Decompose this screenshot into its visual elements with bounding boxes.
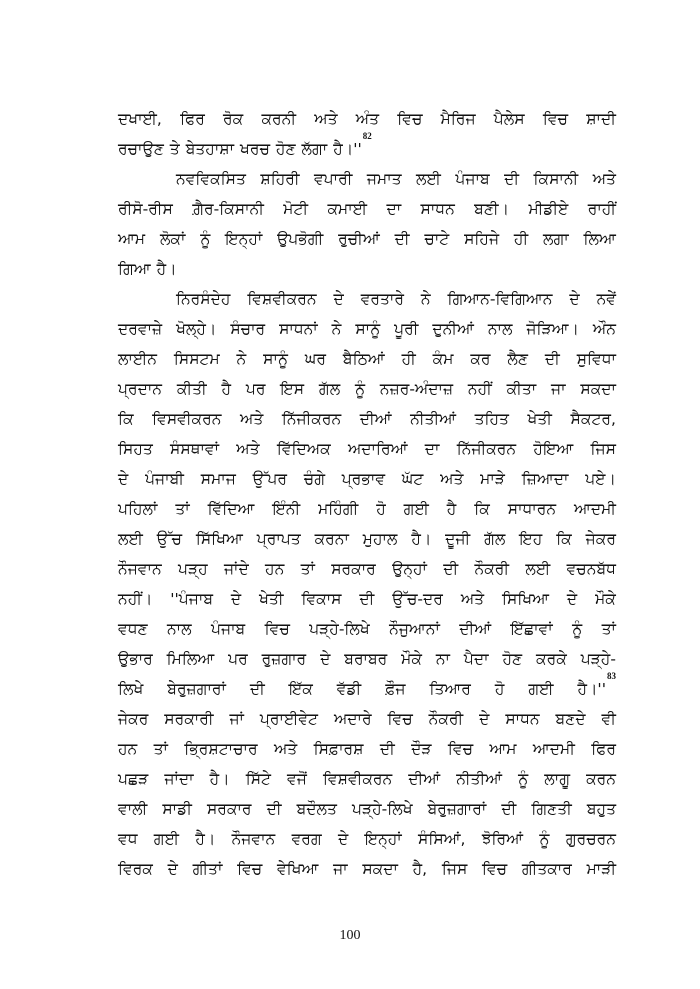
word: ਰੋਕ xyxy=(223,110,244,128)
text-line xyxy=(118,614,616,644)
word: ਹੋਇਆ xyxy=(533,440,574,458)
word: ਹੋਣ xyxy=(275,140,296,158)
word: ਹੈ xyxy=(221,380,232,398)
word: ਹੈ।''$^{83}$ xyxy=(577,671,616,698)
word: ਦੌੜ xyxy=(411,740,432,758)
word: ਉਨ੍ਹਾਂ xyxy=(392,560,427,578)
word: ਦੇ xyxy=(479,710,490,728)
word: ਕਰਨਾ xyxy=(314,530,349,548)
word: ਇਸ xyxy=(280,380,305,398)
word: ਤਹਿਤ xyxy=(474,410,509,428)
text-line xyxy=(118,554,616,584)
text-line xyxy=(118,131,616,164)
word: ਲਾਗੂ xyxy=(544,770,570,788)
word: ਦੀ xyxy=(443,560,459,578)
word: ਖੋਲ੍ਹੇ। xyxy=(176,320,217,338)
word: ਇੱਕ xyxy=(288,680,313,698)
word: ਸਰਕਾਰ xyxy=(206,800,252,818)
word: ਵਿਚ xyxy=(447,740,474,758)
word: ਨੌਜਵਾਨ xyxy=(231,830,276,848)
word: ਉੱਚ xyxy=(156,530,182,548)
body-text xyxy=(118,104,616,884)
word: ਚੰਗੇ xyxy=(303,470,325,488)
word: ਮੌਕੇ xyxy=(595,590,616,608)
paragraph xyxy=(118,104,616,164)
word: ਜੋੜਿਆ। xyxy=(526,320,579,338)
text-line xyxy=(118,764,616,794)
text-line xyxy=(118,584,616,614)
word: ਦੀਆਂ xyxy=(408,770,441,788)
word: ਅਤੇ xyxy=(460,590,485,608)
text-line xyxy=(118,194,616,224)
word: ਉਪਭੋਗੀ xyxy=(277,230,324,248)
word: ਨਹੀਂ xyxy=(467,380,492,398)
text-line xyxy=(118,224,616,254)
word: ਜਾਂਦੇ xyxy=(223,560,249,578)
word: ਦੀਆਂ xyxy=(459,620,492,638)
footnote-marker: 83 xyxy=(606,671,616,681)
word: ਵਿੱਦਿਆ xyxy=(207,500,255,518)
word: ਵਿਸਵੀਕਰਨ xyxy=(152,410,222,428)
word: ਹੋਣ xyxy=(502,650,523,668)
word: ਸਕਦਾ xyxy=(580,380,616,398)
word: ਭ੍ਰਿਸ਼ਟਾਚਾਰ xyxy=(184,740,258,758)
word: ਦੀ xyxy=(544,350,560,368)
word: ਸੰਚਾਰ xyxy=(230,320,266,338)
word: ਹੀ xyxy=(513,230,529,248)
word: ਕਰ xyxy=(470,350,491,368)
word: ਬੇਰੁਜ਼ਗਾਰਾਂ xyxy=(427,800,487,818)
word: ਮੁਹਾਲ xyxy=(362,530,398,548)
word: ਵਧਣ xyxy=(118,620,148,638)
word: ਜਾਂਦਾ xyxy=(164,770,194,788)
word: ਇਨ੍ਹਾਂ xyxy=(364,830,402,848)
word: ਨੂੰ xyxy=(355,380,366,398)
word: ਜ਼ਿਆਦਾ xyxy=(521,470,569,488)
word: ਸਕਦਾ xyxy=(362,860,398,878)
word: ਗਈ xyxy=(528,680,554,698)
word: ਹੈ xyxy=(446,500,457,518)
word: ਤਾਂ xyxy=(300,560,315,578)
word: ਗਈ xyxy=(403,500,429,518)
word: ਕਰਨ xyxy=(586,770,616,788)
word: ਅਦਾਰਿਆਂ xyxy=(347,440,408,458)
text-line xyxy=(118,524,616,554)
word: ਅਤੇ xyxy=(273,740,298,758)
word: ਵਚਨਬੱਧ xyxy=(566,560,616,578)
word: ਗੱਲ xyxy=(484,530,506,548)
word: ਦੇ xyxy=(569,290,580,308)
word: ਬੇਰੁਜ਼ਗਾਰਾਂ xyxy=(167,680,226,698)
word: ਦੀ xyxy=(266,800,282,818)
text-line xyxy=(118,104,616,134)
word: ਲਈ xyxy=(525,560,551,578)
word: ਗੱਲ xyxy=(318,380,341,398)
text-line xyxy=(118,671,616,704)
word: ਸਿੱਖਿਆ xyxy=(195,530,243,548)
word: ਮਾੜੇ xyxy=(480,470,505,488)
text-line xyxy=(118,344,616,374)
word: ਸਾਧਨ xyxy=(420,200,455,218)
word: ਚਾਟੇ xyxy=(424,230,450,248)
word: ਹੋ xyxy=(494,680,505,698)
word: ਨਿੱਜੀਕਰਨ xyxy=(281,410,342,428)
word: ਬਦੌਲਤ xyxy=(296,800,337,818)
word: ਲਈ xyxy=(118,530,143,548)
text-line xyxy=(118,704,616,734)
word: ਵਿਰਕ xyxy=(118,860,153,878)
word: ਅਤੇ xyxy=(314,110,338,128)
word: ਲੈਣ xyxy=(507,350,528,368)
word: ਵਪਾਰੀ xyxy=(313,170,353,188)
word: ਗੀਤਾਂ xyxy=(192,860,223,878)
word: ਵੱਡੀ xyxy=(336,680,362,698)
word: ਪ੍ਰਾਪਤ xyxy=(256,530,301,548)
word: ਉੱਚ-ਦਰ xyxy=(392,590,443,608)
word: ਦੀ xyxy=(249,680,265,698)
text-line xyxy=(118,854,616,884)
word: ਦੇ xyxy=(230,590,242,608)
word: ਤਾਂ xyxy=(153,740,168,758)
word: ਨੌਕਰੀ xyxy=(474,560,510,578)
word: ਦੇ xyxy=(333,290,344,308)
word: ਰਾਹੀਂ xyxy=(587,200,616,218)
word: ਨੇ xyxy=(236,350,247,368)
word: ਦੀ xyxy=(394,230,410,248)
text-line xyxy=(118,404,616,434)
word: ਕਮਾਈ xyxy=(327,200,368,218)
word: ਨਵੇਂ xyxy=(596,290,616,308)
page-number: 100 xyxy=(339,928,361,943)
word: ਪੜ੍ਹ xyxy=(177,560,208,578)
word: ਨੂੰ xyxy=(518,770,529,788)
word: ਜਮਾਤ xyxy=(366,170,402,188)
word: ਦੀ xyxy=(359,590,375,608)
word: ਪੈਦਾ xyxy=(463,650,489,668)
word: ਦੇ xyxy=(320,650,331,668)
word: ਬਰਾਬਰ xyxy=(344,650,388,668)
word: ਰੀਸੋ-ਰੀਸ xyxy=(118,200,173,218)
word: ਪੰਜਾਬੀ xyxy=(145,470,184,488)
word: ਨਾ xyxy=(435,650,450,668)
word: ਨੂੰ xyxy=(572,620,583,638)
word: ਵਜੋਂ xyxy=(287,770,307,788)
word: ਵਿਸ਼ਵੀਕਰਨ xyxy=(322,770,393,788)
word: ਦੇ xyxy=(566,590,578,608)
word: ਨੀਤੀਆਂ xyxy=(410,410,457,428)
word: ਪੜ੍ਹੇ- xyxy=(580,650,616,668)
word: ਨੂੰ xyxy=(539,830,550,848)
word: ਜਾਂ xyxy=(229,710,244,728)
word: ਨਿੱਜੀਕਰਨ xyxy=(456,440,517,458)
word: ਪੜ੍ਹੇ-ਲਿਖੇ xyxy=(352,800,413,818)
word: ਪ੍ਰਦਾਨ xyxy=(118,380,162,398)
word: ''ਪੰਜਾਬ xyxy=(170,590,213,608)
word: ਹੈ।''$^{82}$ xyxy=(333,131,372,158)
word: ਇੱਛਾਵਾਂ xyxy=(510,620,553,638)
word: ਵਿਚ xyxy=(397,110,423,128)
word: ਪੂਰੀ xyxy=(394,320,419,338)
word: ਦੂਜੀ xyxy=(445,530,471,548)
word: ਦੀਆਂ xyxy=(359,410,392,428)
word: ਤੇ xyxy=(169,140,180,158)
word: ਨਹੀਂ। xyxy=(118,590,153,608)
word: ਦੇ xyxy=(167,860,178,878)
word: ਪ੍ਰਭਾਵ xyxy=(341,470,386,488)
word: ਆਦਮੀ xyxy=(573,500,616,518)
word: ਰਚਾਉਣ xyxy=(118,140,164,158)
word: ਸੰਸਿਆਂ, xyxy=(418,830,466,848)
word: ਗਿਆ xyxy=(118,260,151,278)
word: ਜੇਕਰ xyxy=(118,710,149,728)
word: ਹੈ। xyxy=(209,770,230,788)
word: ਸਾਡੀ xyxy=(162,800,192,818)
word: ਵਿਚ xyxy=(542,110,568,128)
text-line xyxy=(118,824,616,854)
word: ਸ਼ਹਿਰੀ xyxy=(260,170,300,188)
word: ਦਾ xyxy=(424,440,440,458)
word: ਕਿ xyxy=(474,500,490,518)
word: ਹਨ xyxy=(265,560,285,578)
word: ਦੇ xyxy=(118,470,129,488)
word: ਖੇਤੀ xyxy=(527,410,552,428)
word: ਪੈਲੇਸ xyxy=(493,110,525,128)
word: ਔਨ xyxy=(592,320,616,338)
text-line xyxy=(118,794,616,824)
word: ਅਤੇ xyxy=(236,440,260,458)
word: ਹੋ xyxy=(376,500,386,518)
word: ਘਰ xyxy=(304,350,327,368)
word: ਪਰ xyxy=(228,650,248,668)
text-line xyxy=(118,314,616,344)
word: ਜਿਸ xyxy=(441,860,468,878)
word: ਸਾਧਨ xyxy=(505,710,540,728)
word: ਵਰਤਾਰੇ xyxy=(360,290,404,308)
word: ਬਣੀ। xyxy=(474,200,510,218)
text-line xyxy=(118,734,616,764)
word: ਅਤੇ xyxy=(440,470,464,488)
text-line xyxy=(118,254,616,284)
paragraph xyxy=(118,164,616,284)
word: ਵਾਲੀ xyxy=(118,800,148,818)
word: ਇਨ੍ਹਾਂ xyxy=(225,230,263,248)
word: ਗੀਤਕਾਰ xyxy=(521,860,572,878)
word: ਵਰਗ xyxy=(291,830,322,848)
word: ਨਾਲ xyxy=(166,620,192,638)
word: ਖਰਚ xyxy=(240,140,270,158)
word: ਬੇਤਹਾਸ਼ਾ xyxy=(185,140,235,158)
word: ਵਿਸ਼ਵੀਕਰਨ xyxy=(247,290,317,308)
word: ਗਿਣਤੀ xyxy=(531,800,572,818)
word: ਹਨ xyxy=(118,740,138,758)
word: ਲਿਆ xyxy=(583,230,616,248)
word: ਪ੍ਰਾਈਵੇਟ xyxy=(259,710,318,728)
word: ਫ਼ੌਜ xyxy=(385,680,406,698)
text-line xyxy=(118,464,616,494)
word: ਹੈ। xyxy=(195,830,216,848)
word: ਨੌਜਵਾਨ xyxy=(118,560,162,578)
word: ਕਿ xyxy=(118,410,134,428)
word: ਹੈ। xyxy=(411,530,432,548)
word: ਖੇਤੀ xyxy=(259,590,284,608)
word: ਦੀ xyxy=(501,800,517,818)
paragraph xyxy=(118,284,616,884)
word: ਸਾਧਨਾਂ xyxy=(279,320,318,338)
word: ਵਿਚ xyxy=(481,860,508,878)
word: ਜੇਕਰ xyxy=(585,530,616,548)
word: ਵੀ xyxy=(601,710,616,728)
word: ਤਾਂ xyxy=(601,620,616,638)
word: ਘੱਟ xyxy=(401,470,424,488)
word: ਝੋਰਿਆਂ xyxy=(481,830,524,848)
word: ਪੜ੍ਹੇ-ਲਿਖੇ xyxy=(309,620,370,638)
word: ਕਿਸਾਨੀ xyxy=(533,170,579,188)
word: ਦਾ xyxy=(386,200,402,218)
text-line xyxy=(118,284,616,314)
word: ਸਹਿਜੇ xyxy=(464,230,500,248)
word: ਸੰਸਥਾਵਾਂ xyxy=(170,440,220,458)
word: ਨਾਲ xyxy=(487,320,513,338)
word: ਮਿਲਿਆ xyxy=(166,650,215,668)
word: ਆਮ xyxy=(489,740,517,758)
word: ਮੈਰਿਜ xyxy=(440,110,476,128)
word: ਫਿਰ xyxy=(591,740,616,758)
word: ਹੈ, xyxy=(412,860,428,878)
word: ਜਾ xyxy=(551,380,566,398)
word: ਜਾ xyxy=(333,860,348,878)
text-line xyxy=(118,164,616,194)
word: ਕੀਤੀ xyxy=(176,380,207,398)
word: ਸੈਕਟਰ, xyxy=(570,410,616,428)
word: ਸਿਸਟਮ xyxy=(173,350,220,368)
word: ਲਈ xyxy=(416,170,441,188)
word: ਰੁਚੀਆਂ xyxy=(338,230,380,248)
word: ਸਾਨੂੰ xyxy=(263,350,288,368)
word: ਸਿੱਟੇ xyxy=(245,770,271,788)
word: ਕਰਨੀ xyxy=(261,110,297,128)
word: ਦਰਵਾਜ਼ੇ xyxy=(118,320,163,338)
word: ਸਿਹਤ xyxy=(118,440,153,458)
word: ਗੁਰਚਰਨ xyxy=(565,830,616,848)
word: ਗਿਆਨ-ਵਿਗਿਆਨ xyxy=(447,290,553,308)
word: ਤਾਂ xyxy=(175,500,190,518)
word: ਨਜ਼ਰ-ਅੰਦਾਜ਼ xyxy=(379,380,454,398)
word: ਪਰ xyxy=(245,380,266,398)
word: ਬਹੁਤ xyxy=(586,800,616,818)
word: ਬੈਠਿਆਂ xyxy=(342,350,385,368)
word: ਕੀਤਾ xyxy=(506,380,537,398)
word: ਆਦਮੀ xyxy=(532,740,575,758)
word: ਅੰਤ xyxy=(355,110,380,128)
word: ਦੀ xyxy=(504,170,520,188)
word: ਸੁਵਿਧਾ xyxy=(576,350,616,368)
footnote-marker: 82 xyxy=(362,131,372,141)
word: ਕੰਮ xyxy=(432,350,454,368)
word: ਲਾਈਨ xyxy=(118,350,157,368)
word: ਵਿਚ xyxy=(237,860,263,878)
word: ਅਦਾਰੇ xyxy=(333,710,372,728)
word: ਪਛੜ xyxy=(118,770,149,788)
word: ਵਿਚ xyxy=(387,710,413,728)
word: ਮੋਟੀ xyxy=(283,200,309,218)
word: ਅਤੇ xyxy=(592,170,616,188)
word: ਸਾਧਾਰਨ xyxy=(507,500,557,518)
word: ਦੇ xyxy=(338,830,349,848)
text-line xyxy=(118,644,616,674)
word: ਨੀਤੀਆਂ xyxy=(456,770,503,788)
word: ਦੀ xyxy=(379,740,395,758)
word: ਵਿਕਾਸ xyxy=(301,590,342,608)
word: ਫਿਰ xyxy=(180,110,205,128)
word: ਨੌਕਰੀ xyxy=(428,710,464,728)
word: ਹੈ। xyxy=(156,260,177,278)
word: ਸਿਫ਼ਾਰਸ਼ xyxy=(313,740,364,758)
word: ਸਿਖਿਆ xyxy=(502,590,549,608)
text-line xyxy=(118,494,616,524)
word: ਰੁਜ਼ਗਾਰ xyxy=(261,650,307,668)
word: ਵਧ xyxy=(118,830,138,848)
text-line xyxy=(118,374,616,404)
word: ਸਰਕਾਰ xyxy=(331,560,376,578)
word: ਜਿਸ xyxy=(590,440,616,458)
word: ਨੌਜੁਆਨਾਂ xyxy=(389,620,440,638)
word: ਸਮਾਜ xyxy=(200,470,236,488)
word: ਪੰਜਾਬ xyxy=(455,170,490,188)
word: ਦਖਾਈ, xyxy=(118,110,162,128)
word: ਲੱਗਾ xyxy=(301,140,328,158)
word: ਨਵਵਿਕਸਿਤ xyxy=(176,170,246,188)
word: ਦੁਨੀਆਂ xyxy=(432,320,474,338)
word: ਗ਼ੈਰ-ਕਿਸਾਨੀ xyxy=(192,200,264,218)
word: ਸਰਕਾਰੀ xyxy=(164,710,214,728)
word: ਲਗਾ xyxy=(542,230,569,248)
word: ਨਿਰਸੰਦੇਹ xyxy=(176,290,231,308)
word: ਮਹਿੰਗੀ xyxy=(318,500,359,518)
word: ਨੂੰ xyxy=(200,230,211,248)
word: ਅਤੇ xyxy=(239,410,264,428)
word: ਸ਼ਾਦੀ xyxy=(586,110,616,128)
word: ਸਾਨੂੰ xyxy=(355,320,381,338)
word: ਪਹਿਲਾਂ xyxy=(118,500,158,518)
text-line xyxy=(118,434,616,464)
word: ਵਿੱਦਿਅਕ xyxy=(276,440,331,458)
word: ਮੌਕੇ xyxy=(401,650,422,668)
word: ਲਿਖੇ xyxy=(118,680,144,698)
word: ਬਣਦੇ xyxy=(555,710,586,728)
word: ਮੀਡੀਏ xyxy=(528,200,569,218)
word: ਕਿ xyxy=(556,530,572,548)
word: ਇੰਨੀ xyxy=(272,500,301,518)
word: ਆਮ xyxy=(118,230,146,248)
word: ਉੱਪਰ xyxy=(252,470,287,488)
word: ਨੇ xyxy=(331,320,342,338)
word: ਪੰਜਾਬ xyxy=(210,620,246,638)
word: ਇਹ xyxy=(519,530,543,548)
word: ਵਿਚ xyxy=(264,620,290,638)
word: ਹੀ xyxy=(401,350,416,368)
word: ਮਾੜੀ xyxy=(586,860,616,878)
word: ਕਰਕੇ xyxy=(536,650,567,668)
word: ਗਈ xyxy=(153,830,179,848)
word: ਵੇਖਿਆ xyxy=(276,860,319,878)
word: ਪਏ। xyxy=(585,470,616,488)
word: ਉਭਾਰ xyxy=(118,650,153,668)
word: ਤਿਆਰ xyxy=(429,680,471,698)
word: ਲੋਕਾਂ xyxy=(159,230,186,248)
word: ਨੇ xyxy=(420,290,431,308)
